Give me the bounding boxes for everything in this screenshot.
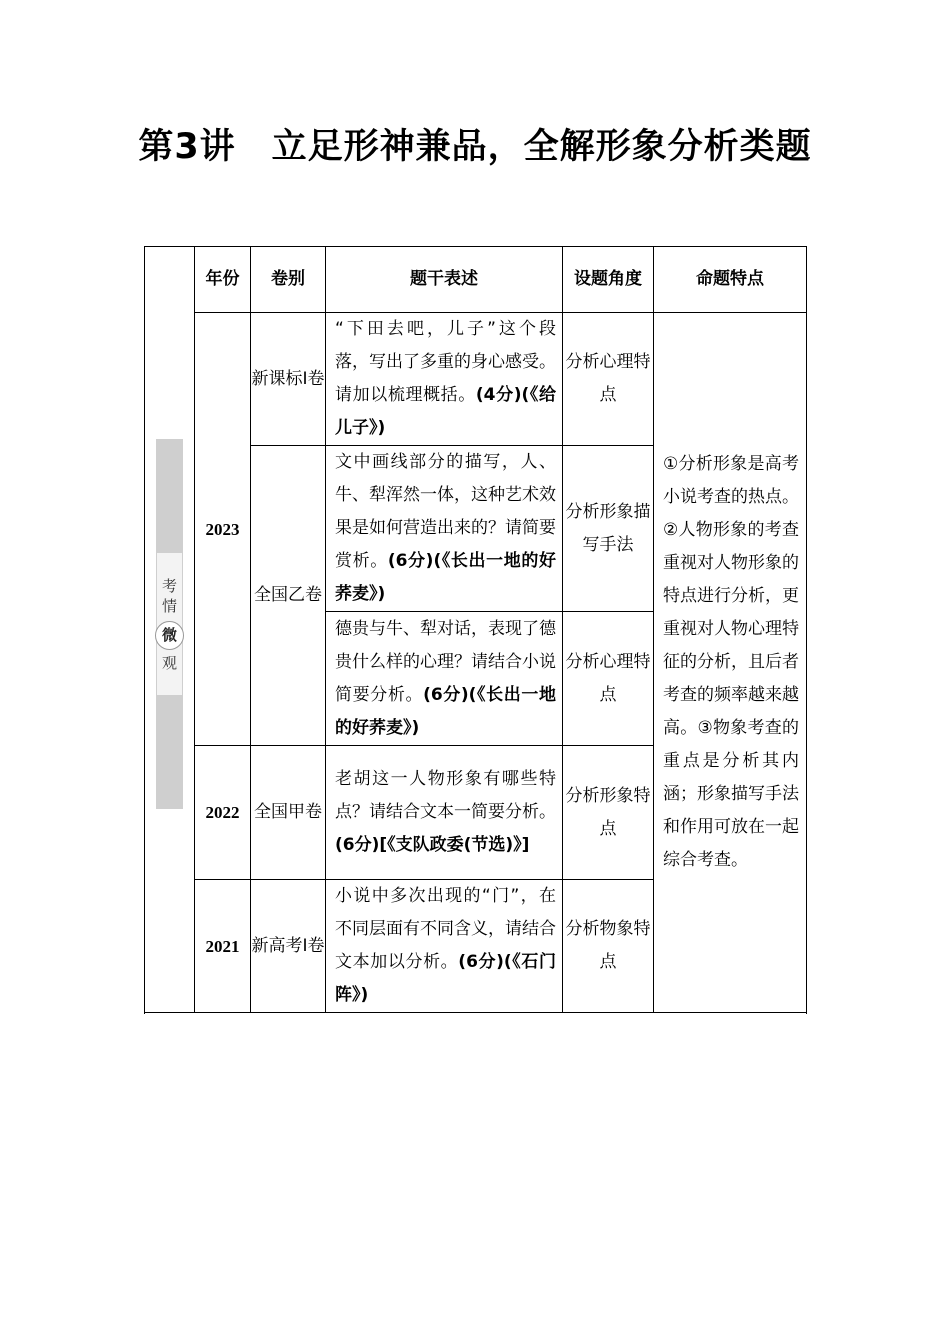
stem-source: (6分)(《长出一地的好荞麦》) — [335, 551, 557, 604]
stem-text: “下田去吧，儿子”这个段落，写出了多重的身心感受。请加以梳理概括。 — [335, 319, 556, 405]
paper-cell: 全国乙卷 — [251, 446, 326, 746]
header-angle: 设题角度 — [563, 247, 654, 313]
stem-cell — [326, 446, 563, 612]
stem-source: (6分)(《长出一地的好荞麦》) — [335, 684, 557, 738]
stem-cell — [326, 612, 563, 746]
features-cell: ①分析形象是高考小说考查的热点。②人物形象的考查重视对人物形象的特点进行分析，更重视对人物心理特征的分析，且后者考查的频率越来越高。③物象考查的重点是分析其内涵；形象描写手法和作用可放在一起综合考查。 — [654, 313, 807, 1013]
year-cell: 2023 — [195, 313, 251, 746]
stem-text: 德贵与牛、犁对话，表现了德贵什么样的心理？请结合小说简要分析。 — [335, 618, 556, 705]
angle-cell: 分析心理特点 — [563, 612, 654, 746]
side-label-char: 考 — [161, 577, 177, 595]
side-label-char: 情 — [161, 597, 177, 615]
table-header-row — [145, 247, 807, 313]
stem-source: (6分)[《支队政委(节选)》] — [335, 835, 530, 855]
angle-cell: 分析物象特点 — [563, 880, 654, 1013]
header-paper: 卷别 — [251, 247, 326, 313]
table-row — [145, 313, 807, 446]
header-year: 年份 — [195, 247, 251, 313]
header-stem: 题干表述 — [326, 247, 563, 313]
stem-text: 文中画线部分的描写，人、牛、犁浑然一体，这种艺术效果是如何营造出来的？请简要赏析。 — [335, 452, 556, 571]
stem-cell — [326, 880, 563, 1013]
angle-cell: 分析形象描写手法 — [563, 446, 654, 612]
stem-text: 老胡这一人物形象有哪些特点？请结合文本一简要分析。 — [335, 769, 556, 822]
stem-source: (4分)(《给儿子》) — [335, 385, 556, 438]
page-title: 第3讲 立足形神兼品，全解形象分析类题 — [138, 127, 812, 167]
paper-cell: 全国甲卷 — [251, 746, 326, 880]
stem-source: (6分)(《石门阵》) — [335, 952, 557, 1005]
stem-cell — [326, 746, 563, 880]
side-label-badge: 微 — [155, 621, 184, 650]
angle-cell: 分析形象特点 — [563, 746, 654, 880]
year-cell: 2021 — [195, 880, 251, 1013]
paper-cell: 新高考Ⅰ卷 — [251, 880, 326, 1013]
year-cell: 2022 — [195, 746, 251, 880]
angle-cell: 分析心理特点 — [563, 313, 654, 446]
paper-cell: 新课标Ⅰ卷 — [251, 313, 326, 446]
header-features: 命题特点 — [654, 247, 807, 313]
side-label-char: 观 — [161, 654, 177, 672]
exam-analysis-table — [144, 246, 807, 1013]
stem-text: 小说中多次出现的“门”，在不同层面有不同含义，请结合文本加以分析。 — [335, 886, 556, 972]
stem-cell — [326, 313, 563, 446]
side-label-cell — [145, 247, 195, 1013]
